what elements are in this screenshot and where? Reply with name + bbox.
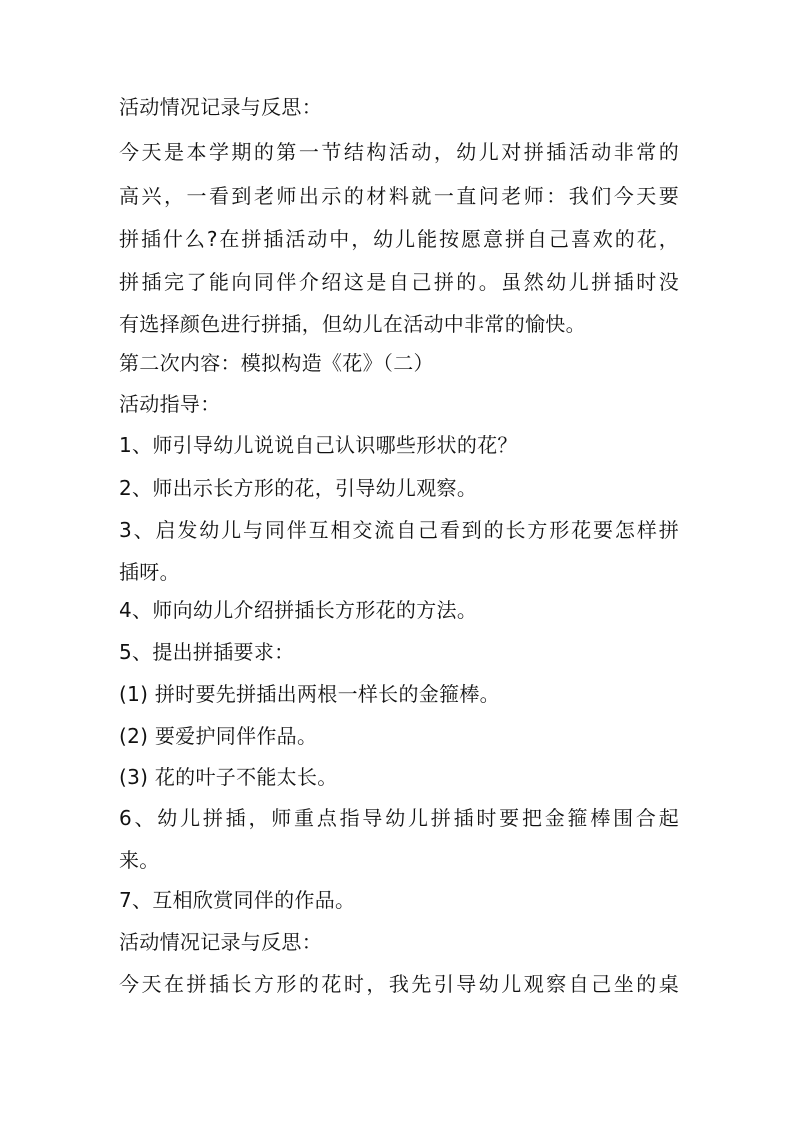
list-item-1: 1、师引导幼儿说说自己认识哪些形状的花？	[119, 433, 518, 457]
paragraph-line: 有选择颜色进行拼插，但幼儿在活动中非常的愉快。	[119, 312, 586, 336]
list-item-7: 7、互相欣赏同伴的作品。	[119, 888, 356, 912]
paragraph-line: 拼插什么?在拼插活动中，幼儿能按愿意拼自己喜欢的花，	[119, 227, 679, 251]
section-title-second-content: 第二次内容：模拟构造《花》（二）	[119, 351, 434, 375]
heading-record-reflection-2: 活动情况记录与反思：	[119, 930, 322, 954]
sub-item-1: (1) 拼时要先拼插出两根一样长的金箍棒。	[119, 682, 500, 706]
paragraph-line: 高兴，一看到老师出示的材料就一直问老师：我们今天要	[119, 184, 679, 208]
list-item-6-continued: 来。	[119, 848, 160, 872]
list-item-3-continued: 插呀。	[119, 560, 180, 584]
heading-record-reflection-1: 活动情况记录与反思：	[119, 95, 322, 119]
list-item-5: 5、提出拼插要求：	[119, 640, 295, 664]
paragraph-line: 拼插完了能向同伴介绍这是自己拼的。虽然幼儿拼插时没	[119, 270, 679, 294]
list-item-3: 3、启发幼儿与同伴互相交流自己看到的长方形花要怎样拼	[119, 518, 679, 542]
list-item-4: 4、师向幼儿介绍拼插长方形花的方法。	[119, 598, 478, 622]
heading-activity-guidance: 活动指导：	[119, 392, 221, 416]
list-item-2: 2、师出示长方形的花，引导幼儿观察。	[119, 476, 478, 500]
paragraph-line: 今天在拼插长方形的花时，我先引导幼儿观察自己坐的桌	[119, 972, 679, 996]
paragraph-line: 今天是本学期的第一节结构活动，幼儿对拼插活动非常的	[119, 140, 679, 164]
list-item-6: 6、幼儿拼插，师重点指导幼儿拼插时要把金箍棒围合起	[119, 806, 679, 830]
sub-item-2: (2) 要爱护同伴作品。	[119, 724, 318, 748]
sub-item-3: (3) 花的叶子不能太长。	[119, 765, 338, 789]
